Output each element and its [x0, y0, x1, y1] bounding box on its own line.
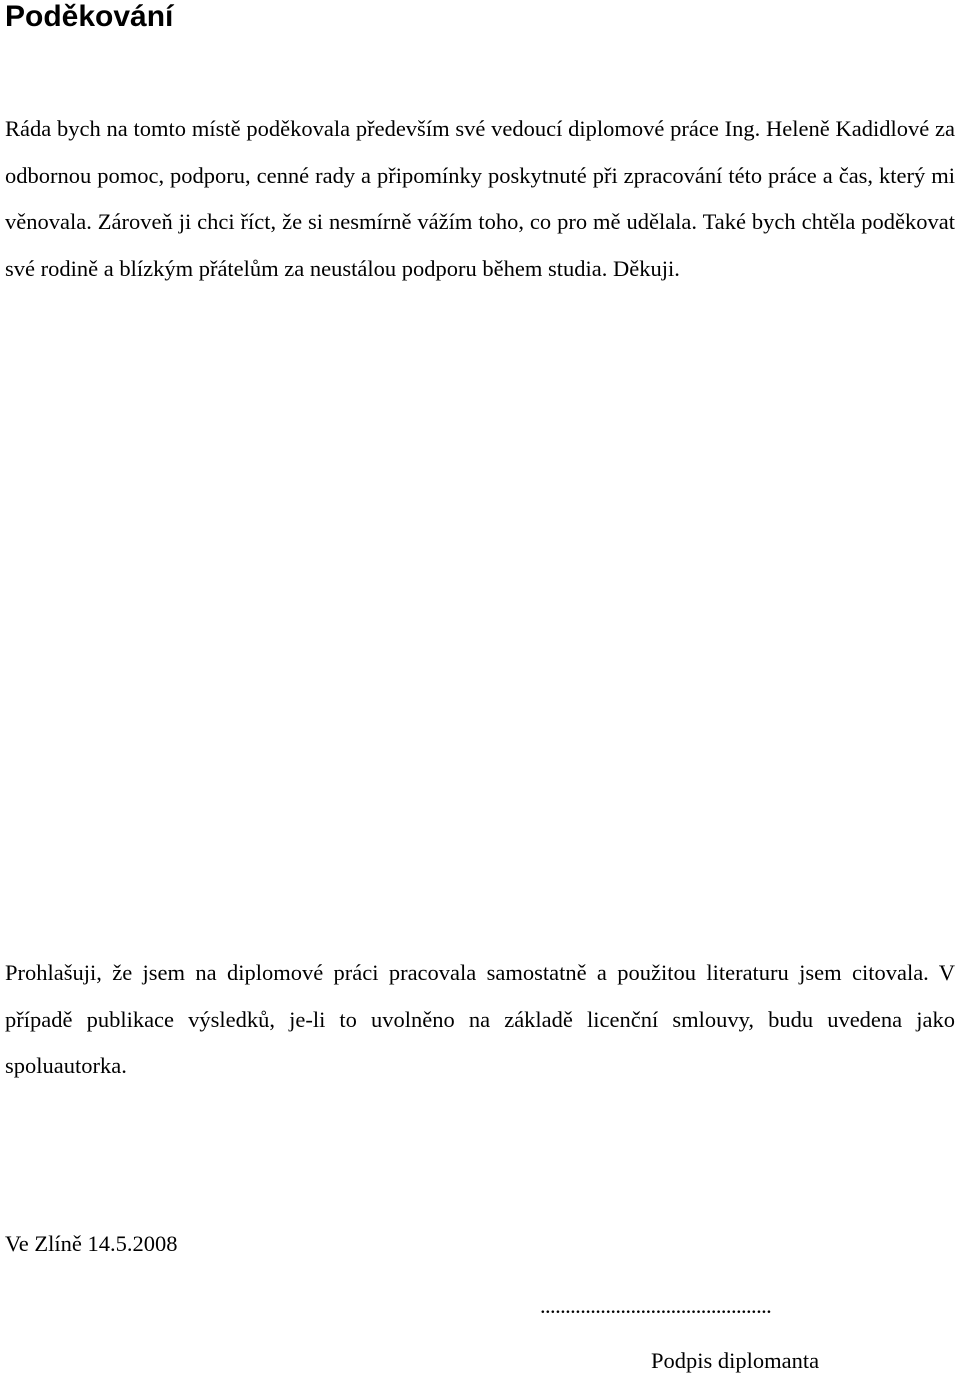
page-title: Poděkování — [5, 0, 174, 33]
signature-label: Podpis diplomanta — [651, 1348, 820, 1373]
declaration-paragraph: Prohlašuji, že jsem na diplomové práci pracovala samostatně a použitou literaturu jsem citovala. V případě publikace výsledků, je-li to uvolněno na základě licenční smlouvy, budu uvedena jako spoluautorka. — [5, 960, 955, 1078]
acknowledgement-paragraph: Ráda bych na tomto místě poděkovala především své vedoucí diplomové práce Ing. Heleně Kadidlové za odbornou pomoc, podporu, cenné rady a připomínky poskytnuté při zpracování této práce a čas, který mi věnovala. Zároveň ji chci říct, že si nesmírně vážím toho, co pro mě udělala. Také bych chtěla poděkovat své rodině a blízkým přátelům za neustálou podporu během studia. Děkuji. — [5, 116, 955, 281]
signature-line: .............................................. — [540, 1293, 772, 1318]
place-and-date: Ve Zlíně 14.5.2008 — [5, 1231, 178, 1256]
